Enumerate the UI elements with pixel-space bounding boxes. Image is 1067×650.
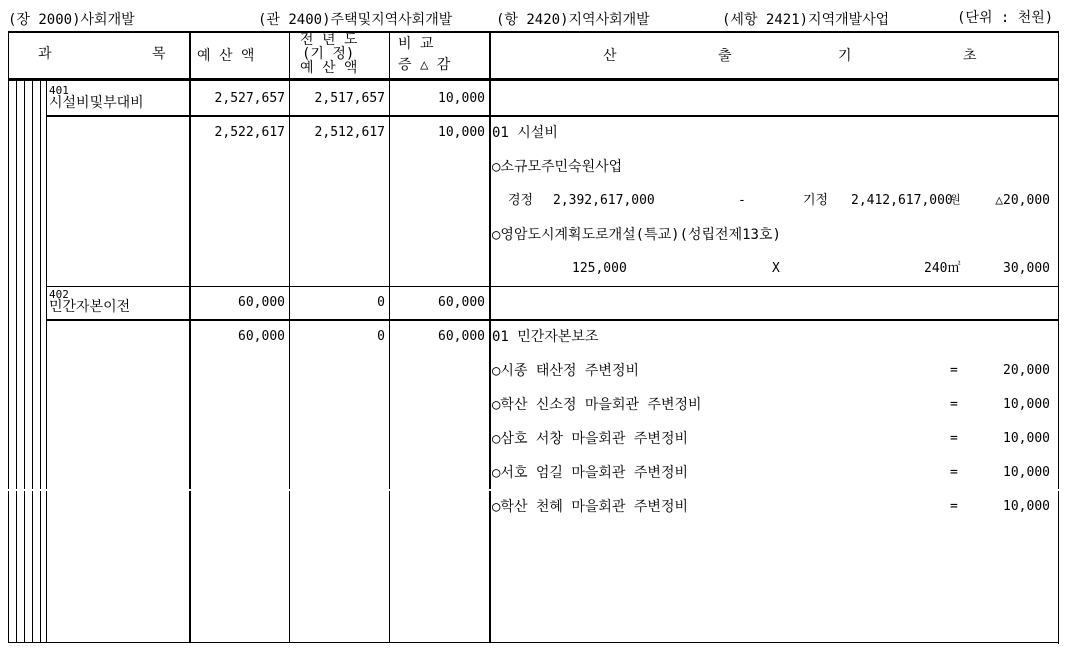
entry-equals: =: [950, 431, 958, 446]
sub-title-402: 01 민간자본보조: [492, 329, 599, 345]
entry-amount: 20,000: [1003, 363, 1050, 378]
chapter-label: (장 2000)사회개발: [8, 12, 135, 28]
sub-budget-402: 60,000: [238, 329, 285, 344]
tree-line-4: [32, 81, 33, 643]
entry-label: ○삼호 서창 마을회관 주변정비: [492, 431, 689, 447]
item-name-402: 민간자본이전: [49, 299, 131, 315]
entry-label: ○시종 태산정 주변정비: [492, 363, 640, 379]
tree-line-1: [8, 81, 9, 643]
budget-401: 2,527,657: [214, 91, 285, 106]
header-basis-4: 초: [963, 48, 977, 64]
sub-diff-402: 60,000: [438, 329, 485, 344]
table-left-border: [8, 31, 9, 81]
times-sign: X: [772, 261, 780, 276]
row-sep-401-top: [46, 115, 1059, 117]
subitem-label: (세항 2421)지역개발사업: [722, 12, 890, 28]
entry-amount: 10,000: [1003, 431, 1050, 446]
entry-label: ○서호 엄길 마을회관 주변정비: [492, 465, 689, 481]
basis-line-1: ○소규모주민숙원사업: [492, 159, 623, 175]
diff-402: 60,000: [438, 295, 485, 310]
header-cmp-2: 증 △ 감: [398, 57, 451, 73]
header-basis-3: 기: [838, 48, 852, 64]
basis-line-3: ○영암도시계획도로개설(특교)(성립전제13호): [492, 227, 781, 243]
item-code-402: 402: [49, 288, 69, 301]
gijeong-amount: 2,412,617,000: [851, 193, 953, 208]
header-gwamok-2: 목: [152, 46, 166, 62]
tree-line-6: [46, 81, 47, 643]
sub-title-401: 01 시설비: [492, 125, 558, 141]
sub-prev-401: 2,512,617: [314, 125, 385, 140]
table-bottom-border: [8, 642, 1059, 643]
gijeong-label: 기정: [803, 193, 829, 208]
header-basis-2: 출: [718, 48, 732, 64]
row-sep-402-top: [46, 319, 1059, 321]
header-budget: 예 산 액: [197, 48, 255, 64]
row-sep-402: [46, 286, 1059, 287]
header-prev-2: (기 정): [302, 46, 355, 62]
item-label: (항 2420)지역사회개발: [496, 12, 650, 28]
sub-diff-401: 10,000: [438, 125, 485, 140]
table-top-border: [8, 31, 1059, 33]
qty-value: 125,000: [572, 261, 627, 276]
project-amount: 30,000: [1003, 261, 1050, 276]
entry-equals: =: [950, 465, 958, 480]
header-bottom-border: [8, 78, 1059, 81]
entry-equals: =: [950, 363, 958, 378]
tree-line-5: [40, 81, 41, 643]
table-right-border: [1058, 31, 1059, 644]
entry-label: ○학산 천혜 마을회관 주변정비: [492, 499, 689, 515]
unit-label: (단위 : 천원): [957, 10, 1054, 26]
diff-401: 10,000: [438, 91, 485, 106]
prev-402: 0: [377, 295, 385, 310]
entry-amount: 10,000: [1003, 397, 1050, 412]
budget-402: 60,000: [238, 295, 285, 310]
header-basis-1: 산: [603, 48, 617, 64]
sub-prev-402: 0: [377, 329, 385, 344]
prev-401: 2,517,657: [314, 91, 385, 106]
section-label: (관 2400)주택및지역사회개발: [258, 12, 453, 28]
page-break-gap: [0, 489, 1067, 491]
entry-equals: =: [950, 499, 958, 514]
tree-line-2: [16, 81, 17, 643]
header-gwamok-1: 과: [38, 46, 52, 62]
entry-amount: 10,000: [1003, 465, 1050, 480]
item-code-401: 401: [49, 84, 69, 97]
col-line-diff: [489, 31, 491, 643]
gyeongjeong-label: 경정: [508, 193, 534, 208]
gyeongjeong-amount: 2,392,617,000: [553, 193, 655, 208]
item-name-401: 시설비및부대비: [49, 95, 144, 111]
sub-budget-401: 2,522,617: [214, 125, 285, 140]
entry-equals: =: [950, 397, 958, 412]
header-cmp-1: 비 교: [398, 36, 434, 52]
gijeong-suffix: 원: [950, 193, 961, 206]
dash-sign: -: [738, 193, 746, 208]
header-prev-3: 예 산 액: [300, 60, 358, 76]
tree-line-3: [24, 81, 25, 643]
header-prev-1: 전 년 도: [300, 32, 358, 48]
area-value: 240㎡: [924, 261, 961, 276]
entry-amount: 10,000: [1003, 499, 1050, 514]
entry-label: ○학산 신소정 마을회관 주변정비: [492, 397, 702, 413]
delta-amount: △20,000: [995, 193, 1050, 208]
